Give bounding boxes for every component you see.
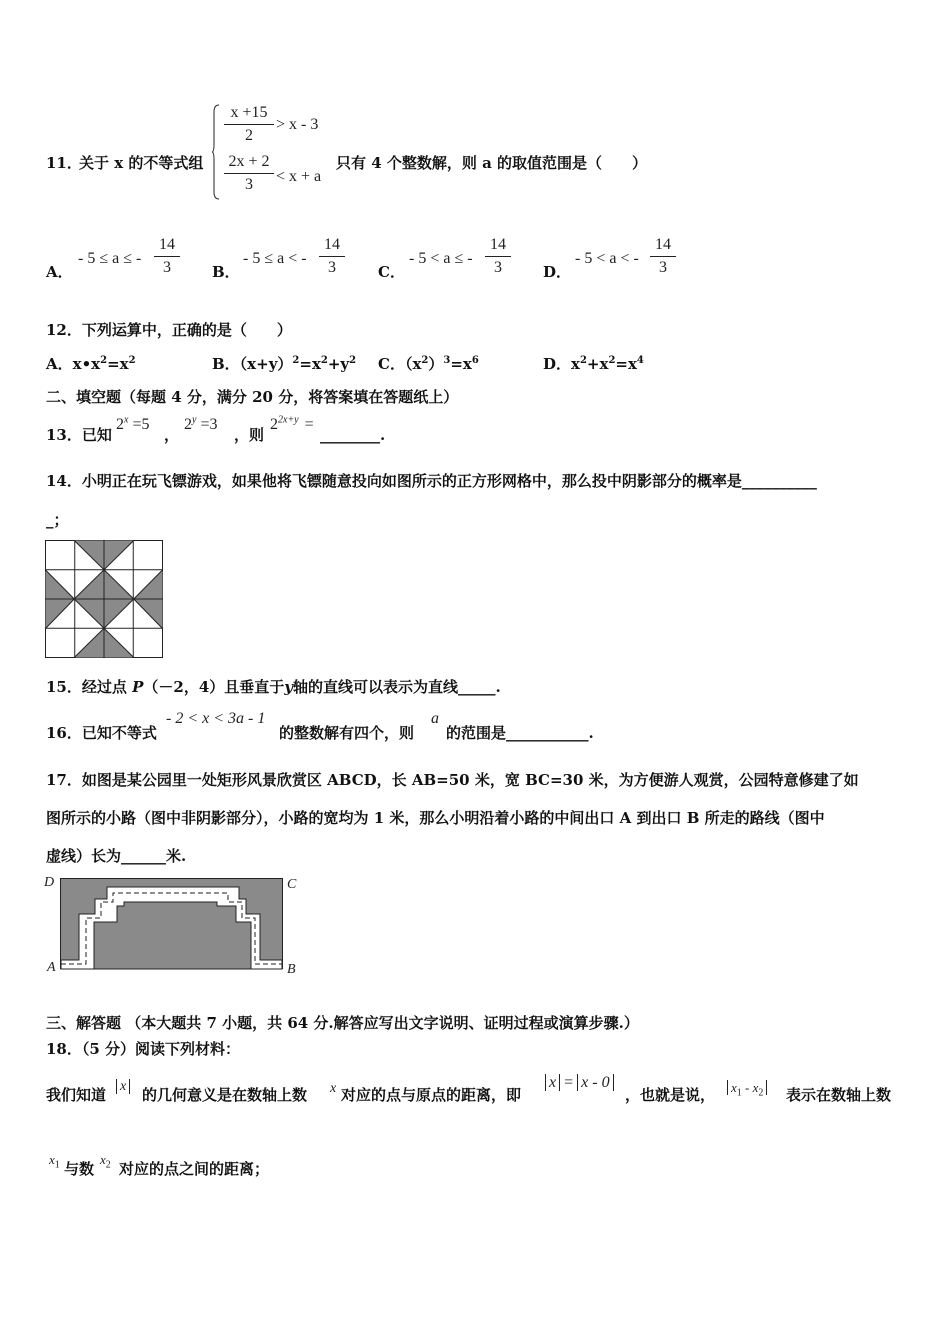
q12-d-part3: =x — [615, 355, 637, 373]
section-2-heading: 二、填空题（每题 4 分，满分 20 分，将答案填在答题纸上） — [46, 388, 459, 406]
q11-option-b-fraction — [319, 235, 345, 278]
q11-ineq2-denominator: 3 — [245, 176, 253, 193]
q11-option-c-num: 14 — [490, 236, 506, 253]
q18-eq-lhs: x — [545, 1074, 560, 1091]
q15-tail: 轴的直线可以表示为直线_____. — [292, 678, 501, 696]
q16-var-a: a — [431, 710, 439, 727]
q15-axis-y: y — [284, 678, 293, 696]
q11-option-d-label: D． — [543, 263, 572, 281]
q18-abs-x-value: x — [116, 1079, 130, 1094]
q11-ineq1-numerator: x +15 — [230, 104, 268, 121]
q11-option-b-label: B． — [212, 263, 240, 281]
q17-inner-block — [94, 902, 251, 969]
q11-option-a-label: A． — [46, 263, 73, 281]
q11-system-brace — [212, 104, 220, 200]
q13-then: ，则 — [234, 426, 265, 444]
q13-e3-eq: = — [304, 416, 314, 433]
brace-icon — [212, 104, 220, 200]
q13-lead: 13．已知 — [46, 426, 112, 444]
q18-x2-sub: 2 — [758, 1087, 764, 1099]
q11-ineq1-fraction — [224, 103, 274, 146]
q11-ineq2-fraction — [224, 152, 274, 195]
q18-p2-x1-sub: 1 — [54, 1159, 60, 1171]
q12-b-exp2: 2 — [320, 355, 328, 366]
q14-line2: _； — [46, 511, 69, 529]
q18-p2-x1 — [49, 1151, 60, 1169]
q12-d-part2: +x — [586, 355, 609, 373]
q18-minus: - — [741, 1080, 753, 1095]
q17-label-d: D — [44, 875, 55, 890]
q18-p2a: 与数 — [64, 1160, 95, 1178]
q14-dart-grid-figure — [45, 540, 164, 659]
q18-abs-diff — [727, 1079, 767, 1097]
q12-option-b — [212, 355, 356, 373]
q14-line1: 14．小明正在玩飞镖游戏，如果他将飞镖随意投向如图所示的正方形网格中，那么投中阴影部分的概率是__________ — [46, 472, 817, 490]
q13-e2-rhs: =3 — [200, 416, 218, 433]
q17-line2: 图所示的小路（图中非阴影部分），小路的宽均为 1 米，那么小明沿着小路的中间出口 A 到出口 B 所走的路线（图中 — [46, 809, 825, 827]
q13-e1-rhs: =5 — [132, 416, 150, 433]
q13-expr2 — [184, 416, 217, 434]
q15-text — [46, 678, 501, 696]
q18-p1d: ，也就是说， — [625, 1086, 716, 1104]
q11-ineq2-numerator: 2x + 2 — [228, 153, 270, 170]
q12-option-a — [46, 355, 136, 373]
q13-comma: ， — [164, 426, 180, 444]
q16-lead: 16．已知不等式 — [46, 724, 157, 742]
q17-label-a: A — [47, 960, 56, 975]
q11-number: 11． — [46, 154, 82, 172]
q11-option-a-expr: - 5 ≤ a ≤ - — [78, 250, 142, 267]
q11-tail: 只有 4 个整数解，则 a 的取值范围是（ ） — [336, 154, 648, 172]
q12-d-exp3: 4 — [636, 355, 644, 366]
section-3-heading: 三、解答题 （本大题共 7 小题，共 64 分.解答应写出文字说明、证明过程或演算步骤.） — [46, 1014, 639, 1032]
q12-d-exp2: 2 — [608, 355, 616, 366]
q12-d-part1: D．x — [543, 355, 580, 373]
q13-e2-base: 2 — [184, 416, 192, 433]
q15-lead: 15．经过点 — [46, 678, 133, 696]
q11-option-b-expr: - 5 ≤ a < - — [243, 250, 307, 267]
q12-a-part2: =x — [107, 355, 129, 373]
q11-ineq1-denominator: 2 — [245, 127, 253, 144]
q18-p2-x2 — [100, 1151, 111, 1169]
q11-option-d-expr: - 5 < a < - — [575, 250, 639, 267]
q13-expr1 — [116, 416, 149, 434]
q11-option-c-den: 3 — [494, 259, 502, 276]
q12-b-part1: B．（x+y） — [212, 355, 293, 373]
q12-option-c — [378, 355, 479, 373]
q18-abs-equation — [545, 1074, 614, 1092]
q11-option-d-num: 14 — [655, 236, 671, 253]
q18-var-x: x — [330, 1081, 337, 1096]
q12-stem: 12．下列运算中，正确的是（ ） — [46, 321, 292, 339]
q16-tail: 的范围是___________. — [446, 724, 594, 742]
q11-option-b-den: 3 — [328, 259, 336, 276]
q18-eq-mid: = — [564, 1074, 574, 1091]
q16-inequality: - 2 < x < 3a - 1 — [166, 710, 266, 727]
q18-p1b: 的几何意义是在数轴上数 — [142, 1086, 308, 1104]
q13-e3-exp: 2x+y — [278, 414, 299, 426]
q18-p1e: 表示在数轴上数 — [786, 1086, 892, 1104]
q17-label-b: B — [287, 962, 296, 976]
q13-e1-exp: x — [124, 414, 129, 426]
q16-mid: 的整数解有四个，则 — [279, 724, 415, 742]
q12-b-exp3: 2 — [349, 355, 357, 366]
q17-line1: 17．如图是某公园里一处矩形风景欣赏区 ABCD，长 AB=50 米，宽 BC=30 米，为方便游人观赏，公园特意修建了如 — [46, 771, 859, 789]
q18-p1a: 我们知道 — [46, 1086, 107, 1104]
q11-option-a-fraction — [154, 235, 180, 278]
q12-c-part3: =x — [450, 355, 472, 373]
q18-x2: x — [752, 1080, 759, 1095]
q15-point-p: P — [132, 678, 144, 696]
q17-park-figure — [44, 872, 306, 976]
q12-c-exp3: 6 — [471, 355, 479, 366]
q12-c-part1: C．（x — [378, 355, 422, 373]
q11-option-d-den: 3 — [659, 259, 667, 276]
q11-option-c-label: C． — [378, 263, 405, 281]
q18-stem: 18．（5 分）阅读下列材料： — [46, 1040, 241, 1058]
q11-ineq1-rhs: > x - 3 — [276, 116, 319, 133]
q18-p2-x2-var: x — [100, 1152, 106, 1167]
q13-e1-base: 2 — [116, 416, 124, 433]
q12-a-exp2: 2 — [128, 355, 136, 366]
q15-coord: （－2，4）且垂直于 — [143, 678, 285, 696]
q13-e3-base: 2 — [270, 416, 278, 433]
q12-a-part1: A．x•x — [46, 355, 101, 373]
q11-option-c-expr: - 5 < a ≤ - — [409, 250, 473, 267]
q12-a-exp1: 2 — [100, 355, 108, 366]
q13-blank: ________. — [320, 426, 386, 444]
q17-label-c: C — [287, 877, 297, 892]
q11-option-a-den: 3 — [163, 259, 171, 276]
q18-x1: x — [731, 1080, 737, 1095]
q12-b-part3: +y — [327, 355, 350, 373]
q18-abs-x — [116, 1078, 130, 1096]
q12-b-exp1: 2 — [292, 355, 300, 366]
q11-ineq2-rhs: < x + a — [276, 168, 322, 185]
q18-p2b: 对应的点之间的距离； — [119, 1160, 270, 1178]
q11-option-b-num: 14 — [324, 236, 340, 253]
q12-b-part2: =x — [299, 355, 321, 373]
q12-d-exp1: 2 — [579, 355, 587, 366]
q18-p2-x1-var: x — [49, 1152, 55, 1167]
q11-option-a-num: 14 — [159, 236, 175, 253]
q17-line3: 虚线）长为______米. — [46, 847, 187, 865]
q18-p1c: 对应的点与原点的距离，即 — [341, 1086, 522, 1104]
q18-eq-rhs: x - 0 — [577, 1074, 613, 1091]
q12-c-exp1: 2 — [421, 355, 429, 366]
q18-p2-x2-sub: 2 — [105, 1159, 111, 1171]
q12-c-part2: ） — [428, 355, 444, 373]
q13-e2-exp: y — [192, 414, 197, 426]
q12-option-d — [543, 355, 644, 373]
q11-intro: 关于 x 的不等式组 — [79, 154, 204, 172]
q11-option-d-fraction — [650, 235, 676, 278]
q12-c-exp2: 3 — [443, 355, 451, 366]
q18-abs-diff-inner — [727, 1080, 767, 1099]
q18-x1-sub: 1 — [736, 1087, 742, 1099]
q13-expr3 — [270, 416, 314, 434]
q11-option-c-fraction — [485, 235, 511, 278]
